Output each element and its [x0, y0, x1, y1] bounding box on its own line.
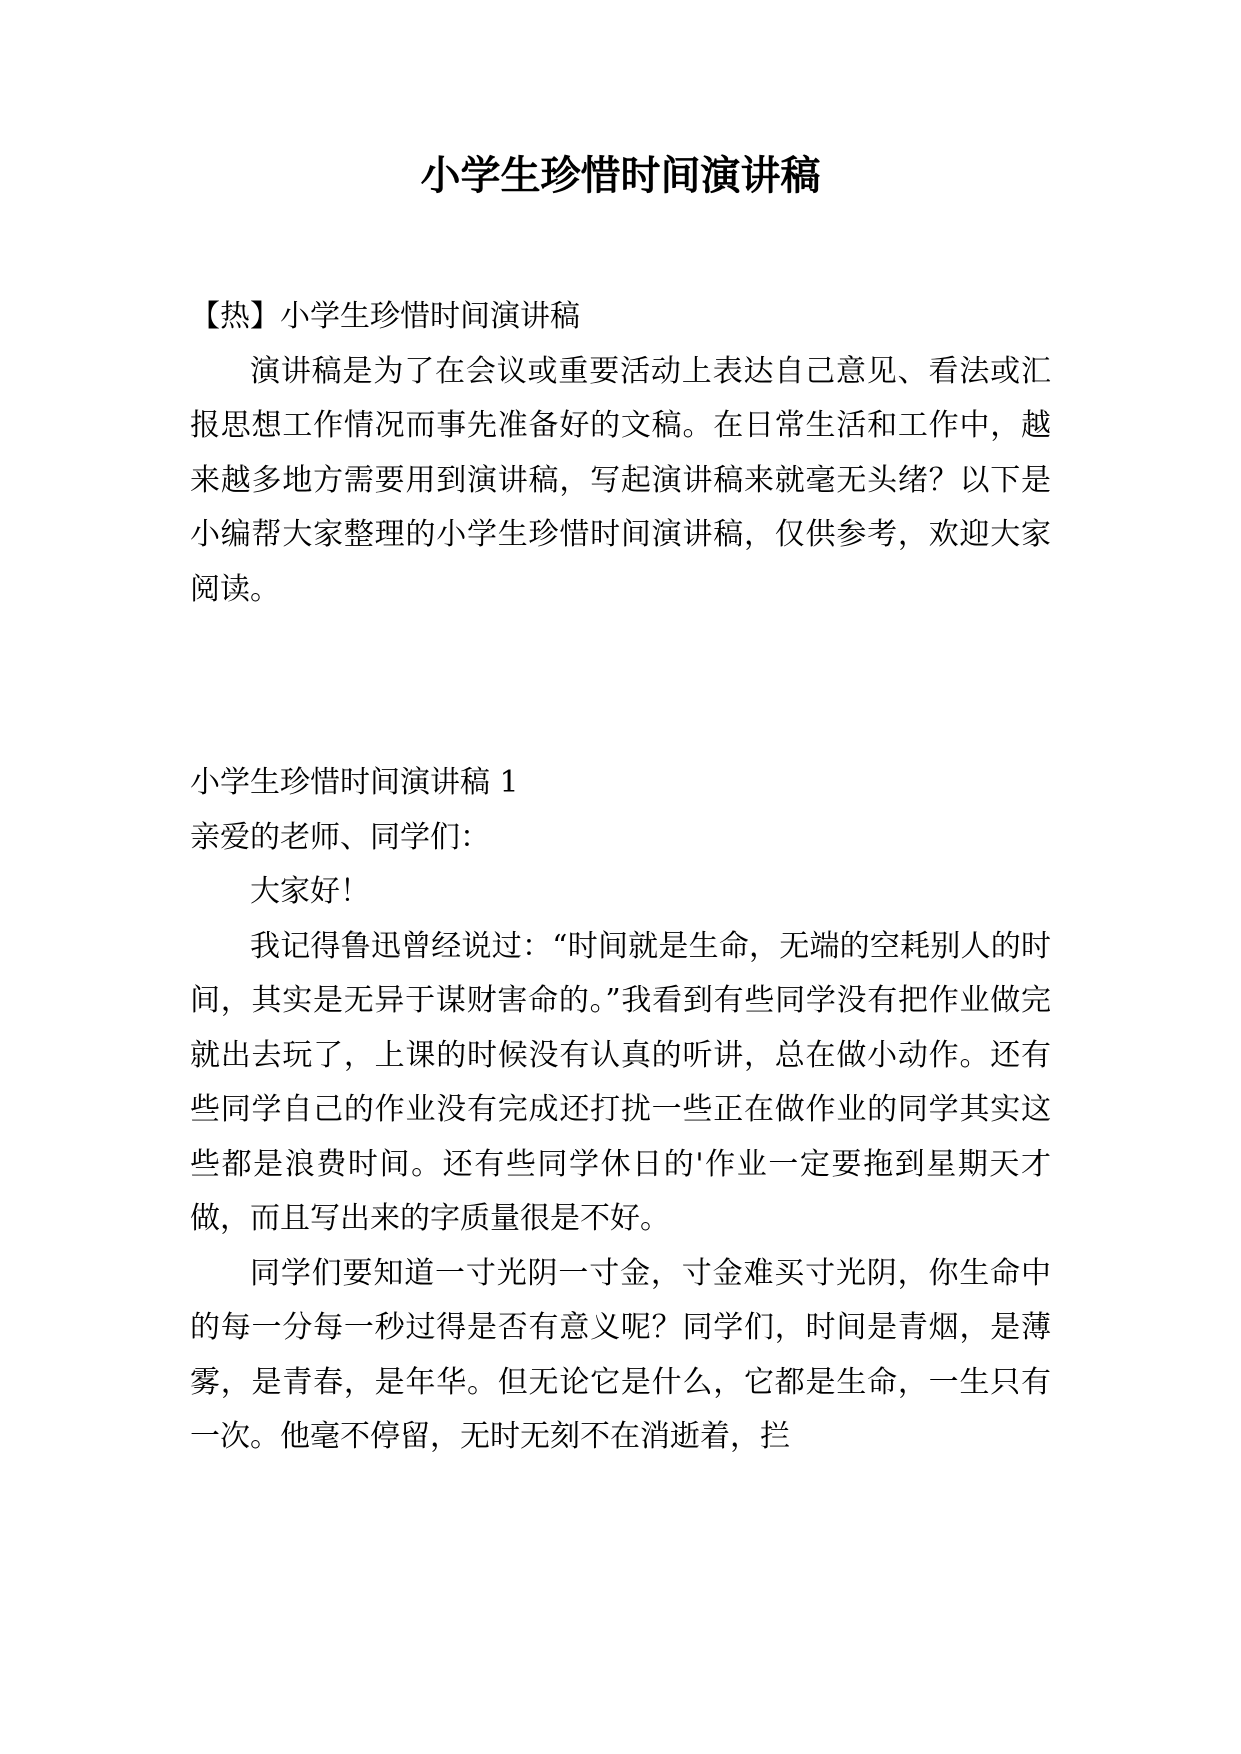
- intro-paragraph: 演讲稿是为了在会议或重要活动上表达自己意见、看法或汇报思想工作情况而事先准备好的文稿。在日常生活和工作中，越来越多地方需要用到演讲稿，写起演讲稿来就毫无头绪？以下是小编帮大家整理的小学生珍惜时间演讲稿，仅供参考，欢迎大家阅读。: [190, 353, 1051, 607]
- speech-greeting: 大家好！: [250, 874, 370, 909]
- intro-section: [190, 290, 1051, 617]
- speech-salutation: 亲爱的老师、同学们：: [190, 819, 490, 855]
- speech-paragraph: 我记得鲁迅曾经说过：“时间就是生命，无端的空耗别人的时间，其实是无异于谋财害命的。”我看到有些同学没有把作业做完就出去玩了，上课的时候没有认真的听讲，总在做小动作。还有些同学自己的作业没有完成还打扰一些正在做作业的同学其实这些都是浪费时间。还有些同学休日的'作业一定要拖到星期天才做，而且写出来的字质量很是不好。: [190, 928, 1051, 1236]
- document-title: 小学生珍惜时间演讲稿: [420, 152, 821, 199]
- intro-heading: 【热】小学生珍惜时间演讲稿: [190, 299, 580, 334]
- speech-subtitle: 小学生珍惜时间演讲稿 1: [190, 765, 519, 800]
- speech-paragraph: 同学们要知道一寸光阴一寸金，寸金难买寸光阴，你生命中的每一分每一秒过得是否有意义呢？同学们，时间是青烟，是薄雾，是青春，是年华。但无论它是什么，它都是生命，一生只有一次。他毫不停留，无时无刻不在消逝着，拦: [190, 1255, 1051, 1454]
- speech-section: [190, 756, 1051, 1465]
